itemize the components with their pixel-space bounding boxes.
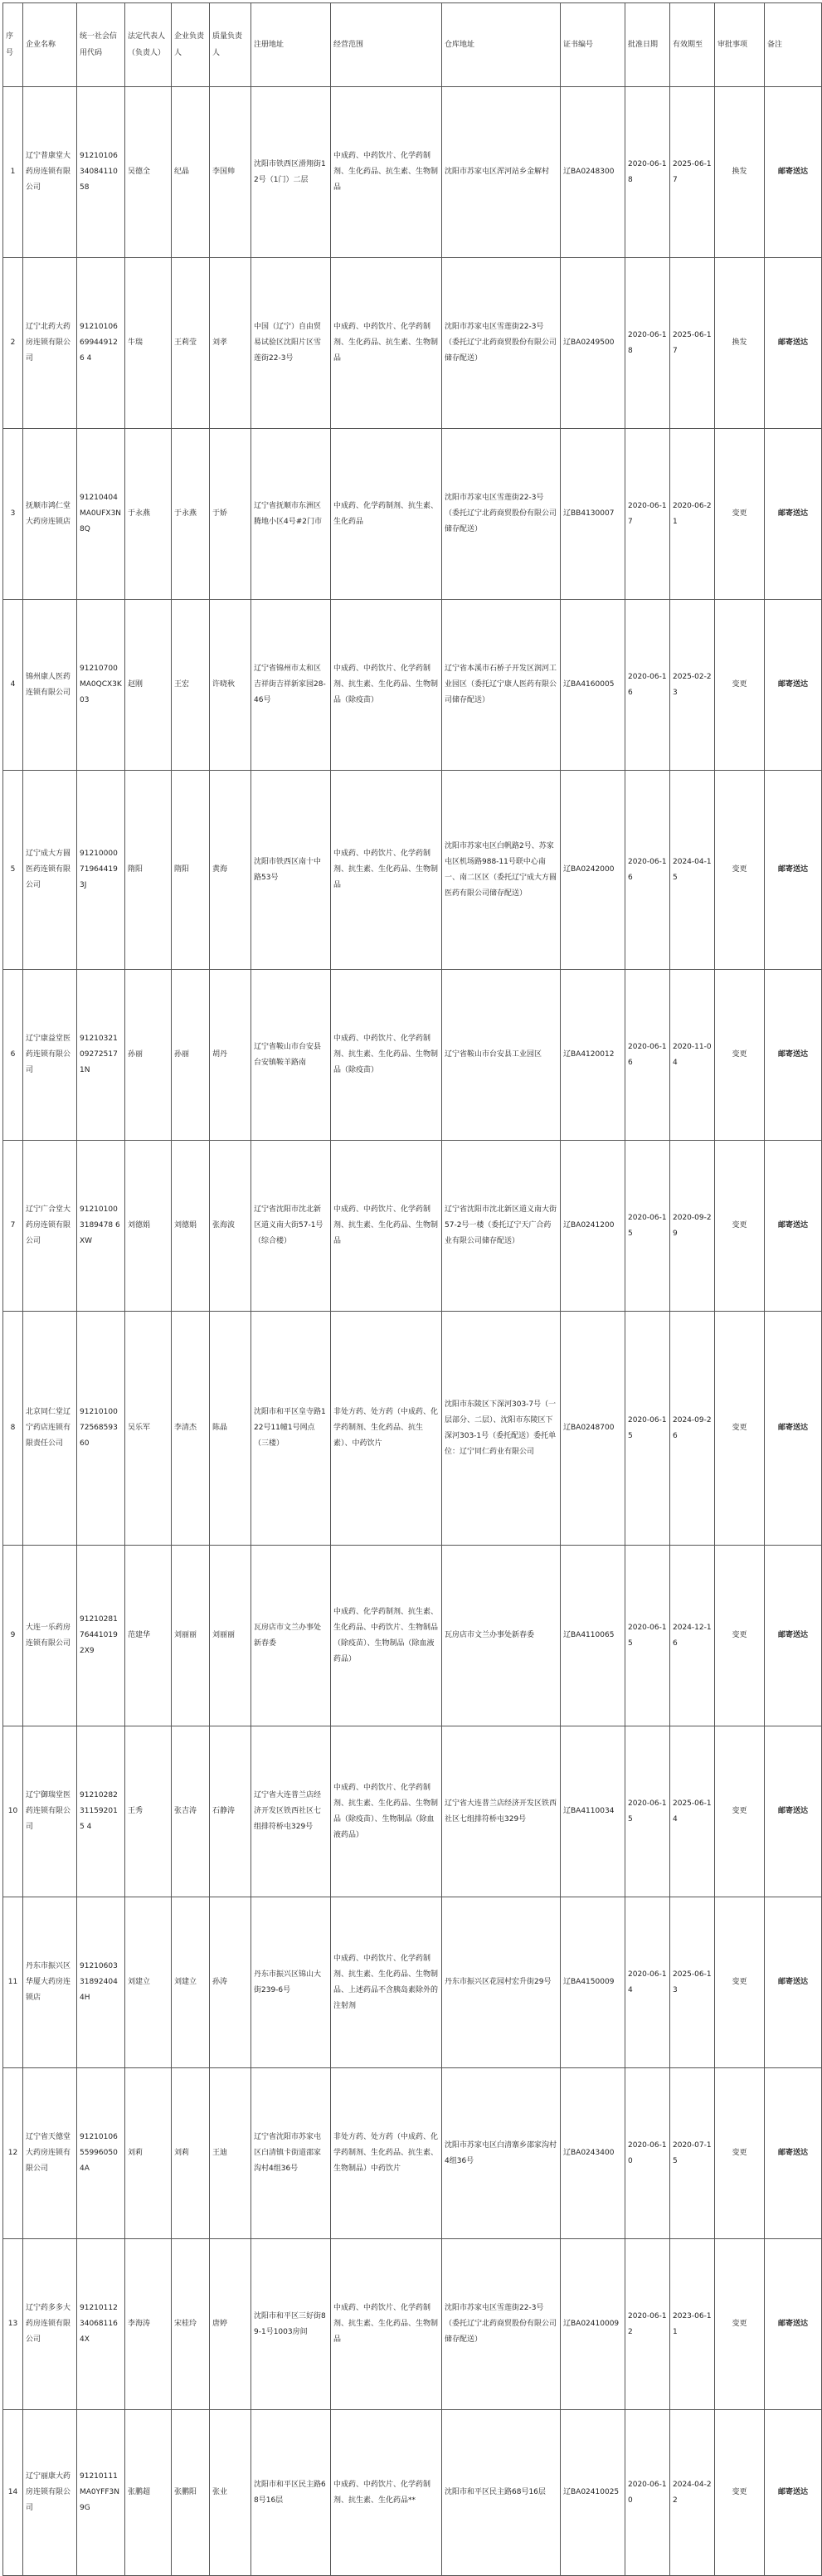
cell-approval-item: 变更 [715,2410,765,2576]
cell-company-head: 孙丽 [172,970,210,1141]
cell-company-head: 刘丽丽 [172,1546,210,1726]
cell-registered-address: 辽宁省鞍山市台安县台安镇鞍羊路南 [251,970,331,1141]
cell-registered-address: 沈阳市和平区皇寺路122号11幢1号网点（三楼） [251,1312,331,1546]
cell-remarks: 邮寄送达 [765,1312,822,1546]
cell-valid-until: 2025-06-14 [670,1726,715,1897]
cell-company-name: 北京同仁堂辽宁药店连锁有限责任公司 [23,1312,77,1546]
cell-approval-item: 变更 [715,1726,765,1897]
cell-valid-until: 2024-12-16 [670,1546,715,1726]
cell-approval-date: 2020-06-12 [625,2239,670,2410]
cell-company-name: 辽宁药多多大药房连锁有限公司 [23,2239,77,2410]
cell-approval-item: 变更 [715,1141,765,1312]
cell-quality-head: 于娇 [210,429,251,600]
cell-company-name: 辽宁康益堂医药连锁有限公司 [23,970,77,1141]
cell-remarks: 邮寄送达 [765,429,822,600]
cell-quality-head: 刘孝 [210,258,251,429]
header-legal-representative: 法定代表人（负责人） [125,3,172,87]
cell-business-scope: 非处方药、处方药（中成药、化学药制剂、生化药品、抗生素）、中药饮片 [331,1312,442,1546]
cell-warehouse-address: 辽宁省大连普兰店经济开发区铁西社区七组排符桥屯329号 [442,1726,561,1897]
cell-business-scope: 中成药、中药饮片、化学药制剂、抗生素、生化药品、生物制品 [331,2239,442,2410]
cell-legal-representative: 吴德全 [125,87,172,258]
cell-approval-date: 2020-06-17 [625,429,670,600]
cell-certificate-number: 辽BA0248300 [561,87,625,258]
cell-credit-code: 91210000719644193J [77,771,125,970]
cell-credit-code: 91210106699449126 4 [77,258,125,429]
cell-business-scope: 中成药、中药饮片、化学药制剂、生化药品、抗生素、生物制品 [331,87,442,258]
cell-warehouse-address: 沈阳市苏家屯区雪莲街22-3号（委托辽宁北药商贸股份有限公司储存配送） [442,2239,561,2410]
cell-certificate-number: 辽BA02410009 [561,2239,625,2410]
header-certificate-number: 证书编号 [561,3,625,87]
cell-valid-until: 2025-06-13 [670,1897,715,2068]
cell-remarks: 邮寄送达 [765,2068,822,2239]
cell-company-name: 辽宁广合堂大药房连锁有限公司 [23,1141,77,1312]
cell-company-head: 隋阳 [172,771,210,970]
cell-quality-head: 李国帅 [210,87,251,258]
header-index: 序号 [3,3,23,87]
cell-approval-item: 换发 [715,258,765,429]
cell-registered-address: 辽宁省抚顺市东洲区腾地小区4号#2门市 [251,429,331,600]
cell-index: 13 [3,2239,23,2410]
cell-company-head: 刘建立 [172,1897,210,2068]
cell-approval-date: 2020-06-10 [625,2410,670,2576]
cell-quality-head: 许晓秋 [210,600,251,771]
cell-approval-item: 变更 [715,1312,765,1546]
cell-company-head: 王宏 [172,600,210,771]
cell-remarks: 邮寄送达 [765,1726,822,1897]
cell-registered-address: 沈阳市铁西区滑翔街12号（1门）二层 [251,87,331,258]
cell-registered-address: 沈阳市铁西区南十中路53号 [251,771,331,970]
cell-company-head: 纪晶 [172,87,210,258]
cell-legal-representative: 王秀 [125,1726,172,1897]
cell-registered-address: 沈阳市和平区三好街89-1号1003房间 [251,2239,331,2410]
table-body [3,87,822,2576]
cell-legal-representative: 吴乐军 [125,1312,172,1546]
cell-approval-date: 2020-06-10 [625,2068,670,2239]
cell-valid-until: 2024-04-15 [670,771,715,970]
cell-index: 9 [3,1546,23,1726]
cell-approval-date: 2020-06-15 [625,1726,670,1897]
cell-index: 1 [3,87,23,258]
table-row [3,87,822,258]
cell-certificate-number: 辽BB4130007 [561,429,625,600]
cell-business-scope: 中成药、化学药制剂、抗生素、生化药品、中药饮片、生物制品（除疫苗）、生物制品（除血液药品） [331,1546,442,1726]
cell-legal-representative: 张鹏超 [125,2410,172,2576]
table-row [3,429,822,600]
cell-approval-date: 2020-06-14 [625,1897,670,2068]
cell-business-scope: 中成药、中药饮片、化学药制剂、抗生素、生化药品、生物制品（除疫苗）、生物制品（除血液药品） [331,1726,442,1897]
cell-legal-representative: 孙丽 [125,970,172,1141]
cell-certificate-number: 辽BA02410025 [561,2410,625,2576]
cell-index: 11 [3,1897,23,2068]
cell-valid-until: 2025-06-17 [670,258,715,429]
cell-legal-representative: 刘德娟 [125,1141,172,1312]
cell-credit-code: 91210106559960504A [77,2068,125,2239]
cell-approval-item: 变更 [715,1897,765,2068]
cell-remarks: 邮寄送达 [765,600,822,771]
cell-index: 10 [3,1726,23,1897]
cell-company-head: 于永燕 [172,429,210,600]
cell-index: 12 [3,2068,23,2239]
cell-index: 5 [3,771,23,970]
cell-index: 8 [3,1312,23,1546]
header-warehouse-address: 仓库地址 [442,3,561,87]
cell-registered-address: 瓦房店市文兰办事处新春委 [251,1546,331,1726]
cell-warehouse-address: 沈阳市东陵区下深河303-7号（一层部分、二层）、沈阳市东陵区下深河303-1号（委托配送）委托单位：辽宁同仁药业有限公司 [442,1312,561,1546]
cell-remarks: 邮寄送达 [765,2410,822,2576]
cell-business-scope: 中成药、中药饮片、化学药制剂、抗生素、生化药品、生物制品、上述药品不含胰岛素除外的注射剂 [331,1897,442,2068]
cell-company-name: 丹东市振兴区华厦大药房连锁店 [23,1897,77,2068]
cell-approval-item: 变更 [715,600,765,771]
table-row [3,600,822,771]
header-company-name: 企业名称 [23,3,77,87]
cell-warehouse-address: 沈阳市苏家屯区白清寨乡邵家沟村4组36号 [442,2068,561,2239]
cell-approval-date: 2020-06-18 [625,87,670,258]
header-registered-address: 注册地址 [251,3,331,87]
cell-business-scope: 非处方药、处方药（中成药、化学药制剂、生化药品、抗生素、生物制品）中药饮片 [331,2068,442,2239]
cell-company-name: 大连一乐药房连锁有限公司 [23,1546,77,1726]
cell-approval-date: 2020-06-15 [625,1546,670,1726]
cell-warehouse-address: 沈阳市和平区民主路68号16层 [442,2410,561,2576]
cell-legal-representative: 隋阳 [125,771,172,970]
cell-credit-code: 912101007256859360 [77,1312,125,1546]
table-row [3,2410,822,2576]
cell-valid-until: 2025-02-23 [670,600,715,771]
cell-credit-code: 91210111MA0YFF3N9G [77,2410,125,2576]
cell-warehouse-address: 瓦房店市文兰办事处新春委 [442,1546,561,1726]
cell-warehouse-address: 辽宁省本溪市石桥子开发区润河工业园区（委托辽宁康人医药有限公司储存配送） [442,600,561,771]
cell-approval-item: 变更 [715,429,765,600]
cell-remarks: 邮寄送达 [765,87,822,258]
cell-approval-date: 2020-06-15 [625,1312,670,1546]
cell-legal-representative: 范建华 [125,1546,172,1726]
cell-quality-head: 王迪 [210,2068,251,2239]
cell-credit-code: 9121060331892404 4H [77,1897,125,2068]
cell-approval-item: 变更 [715,970,765,1141]
cell-registered-address: 辽宁省锦州市太和区吉祥街吉祥新家园28-46号 [251,600,331,771]
cell-credit-code: 91210281764410192X9 [77,1546,125,1726]
cell-valid-until: 2020-06-21 [670,429,715,600]
cell-warehouse-address: 沈阳市苏家屯区浑河站乡金解村 [442,87,561,258]
cell-company-name: 辽宁北药大药房连锁有限公司 [23,258,77,429]
cell-certificate-number: 辽BA4110065 [561,1546,625,1726]
cell-registered-address: 沈阳市和平区民主路68号16层 [251,2410,331,2576]
cell-quality-head: 刘丽丽 [210,1546,251,1726]
cell-valid-until: 2023-06-11 [670,2239,715,2410]
cell-business-scope: 中成药、化学药制剂、抗生素、生化药品 [331,429,442,600]
table-row [3,1141,822,1312]
table-row [3,1546,822,1726]
cell-credit-code: 9121032109272517 1N [77,970,125,1141]
cell-warehouse-address: 丹东市振兴区花园村宏升街29号 [442,1897,561,2068]
cell-credit-code: 91210282311592015 4 [77,1726,125,1897]
table-row [3,1897,822,2068]
cell-warehouse-address: 沈阳市苏家屯区白帆路2号、苏家屯区机场路988-11号联中心南一、南二区区（委托辽宁成大方圆医药有限公司储存配送） [442,771,561,970]
cell-credit-code: 91210700MA0QCX3K03 [77,600,125,771]
cell-remarks: 邮寄送达 [765,771,822,970]
cell-certificate-number: 辽BA0241200 [561,1141,625,1312]
cell-remarks: 邮寄送达 [765,1897,822,2068]
cell-approval-item: 变更 [715,1546,765,1726]
cell-warehouse-address: 辽宁省鞍山市台安县工业园区 [442,970,561,1141]
cell-certificate-number: 辽BA4120012 [561,970,625,1141]
table-row [3,2068,822,2239]
cell-registered-address: 辽宁省沈阳市苏家屯区白清镇卡街道邵家沟村4组36号 [251,2068,331,2239]
cell-valid-until: 2025-06-17 [670,87,715,258]
table-row [3,771,822,970]
cell-company-head: 张吉涛 [172,1726,210,1897]
license-table [2,2,822,2576]
cell-business-scope: 中成药、中药饮片、化学药制剂、抗生素、生化药品、生物制品 [331,771,442,970]
header-quality-head: 质量负责人 [210,3,251,87]
cell-registered-address: 辽宁省大连普兰店经济开发区铁西社区七组排符桥屯329号 [251,1726,331,1897]
cell-quality-head: 陈晶 [210,1312,251,1546]
cell-warehouse-address: 辽宁省沈阳市沈北新区道义南大街57-2号一楼（委托辽宁天广合药业有限公司储存配送） [442,1141,561,1312]
cell-quality-head: 孙涛 [210,1897,251,2068]
cell-company-head: 王莉莹 [172,258,210,429]
table-row [3,1726,822,1897]
cell-business-scope: 中成药、中药饮片、化学药制剂、生化药品、抗生素、生物制品 [331,258,442,429]
cell-index: 3 [3,429,23,600]
cell-valid-until: 2020-07-15 [670,2068,715,2239]
cell-warehouse-address: 沈阳市苏家屯区雪莲街22-3号（委托辽宁北药商贸股份有限公司储存配送） [442,429,561,600]
cell-company-name: 辽宁成大方圆医药连锁有限公司 [23,771,77,970]
cell-registered-address: 丹东市振兴区锦山大街239-6号 [251,1897,331,2068]
cell-certificate-number: 辽BA0242000 [561,771,625,970]
cell-certificate-number: 辽BA4110034 [561,1726,625,1897]
cell-index: 2 [3,258,23,429]
cell-legal-representative: 牛瑞 [125,258,172,429]
cell-remarks: 邮寄送达 [765,258,822,429]
cell-credit-code: 91210404MA0UFX3N8Q [77,429,125,600]
cell-approval-item: 变更 [715,2068,765,2239]
cell-company-head: 宋桂玲 [172,2239,210,2410]
table-row [3,2239,822,2410]
cell-certificate-number: 辽BA4150009 [561,1897,625,2068]
cell-certificate-number: 辽BA4160005 [561,600,625,771]
cell-approval-item: 变更 [715,771,765,970]
cell-quality-head: 胡丹 [210,970,251,1141]
cell-quality-head: 黄海 [210,771,251,970]
cell-company-name: 辽宁丽康大药房连锁有限公司 [23,2410,77,2576]
cell-quality-head: 石静涛 [210,1726,251,1897]
cell-index: 7 [3,1141,23,1312]
cell-business-scope: 中成药、中药饮片、化学药制剂、抗生素、生化药品** [331,2410,442,2576]
cell-company-name: 辽宁普康堂大药房连锁有限公司 [23,87,77,258]
cell-remarks: 邮寄送达 [765,970,822,1141]
header-credit-code: 统一社会信用代码 [77,3,125,87]
cell-index: 6 [3,970,23,1141]
cell-company-name: 抚顺市鸿仁堂大药房连锁店 [23,429,77,600]
cell-index: 4 [3,600,23,771]
cell-approval-date: 2020-06-15 [625,1141,670,1312]
cell-quality-head: 张业 [210,2410,251,2576]
table-row [3,1312,822,1546]
cell-legal-representative: 于永燕 [125,429,172,600]
cell-certificate-number: 辽BA0248700 [561,1312,625,1546]
cell-approval-date: 2020-06-18 [625,258,670,429]
cell-warehouse-address: 沈阳市苏家屯区雪莲街22-3号（委托辽宁北药商贸股份有限公司储存配送） [442,258,561,429]
header-business-scope: 经营范围 [331,3,442,87]
cell-remarks: 邮寄送达 [765,1141,822,1312]
cell-company-name: 辽宁省天德堂大药房连锁有限公司 [23,2068,77,2239]
cell-index: 14 [3,2410,23,2576]
cell-quality-head: 唐婷 [210,2239,251,2410]
cell-approval-item: 换发 [715,87,765,258]
cell-valid-until: 2024-09-26 [670,1312,715,1546]
cell-business-scope: 中成药、中药饮片、化学药制剂、抗生素、生化药品、生物制品（除疫苗） [331,970,442,1141]
table-row [3,258,822,429]
header-company-head: 企业负责人 [172,3,210,87]
cell-company-head: 刘德娟 [172,1141,210,1312]
cell-remarks: 邮寄送达 [765,1546,822,1726]
cell-credit-code: 912101063408411058 [77,87,125,258]
cell-valid-until: 2024-04-22 [670,2410,715,2576]
cell-approval-item: 变更 [715,2239,765,2410]
cell-business-scope: 中成药、中药饮片、化学药制剂、抗生素、生化药品、生物制品 [331,1141,442,1312]
cell-company-head: 李清杰 [172,1312,210,1546]
cell-approval-date: 2020-06-16 [625,600,670,771]
header-valid-until: 有效期至 [670,3,715,87]
cell-legal-representative: 李海涛 [125,2239,172,2410]
header-remarks: 备注 [765,3,822,87]
cell-valid-until: 2020-11-04 [670,970,715,1141]
cell-certificate-number: 辽BA0243400 [561,2068,625,2239]
cell-registered-address: 辽宁省沈阳市沈北新区道义南大街57-1号（综合楼） [251,1141,331,1312]
cell-company-head: 刘莉 [172,2068,210,2239]
cell-company-head: 张鹏阳 [172,2410,210,2576]
header-row [3,3,822,87]
cell-legal-representative: 刘建立 [125,1897,172,2068]
cell-credit-code: 912101003189478 6XW [77,1141,125,1312]
cell-legal-representative: 赵刚 [125,600,172,771]
cell-quality-head: 张海波 [210,1141,251,1312]
header-approval-item: 审批事项 [715,3,765,87]
cell-legal-representative: 刘莉 [125,2068,172,2239]
table-row [3,970,822,1141]
cell-credit-code: 9121011234068116 4X [77,2239,125,2410]
cell-valid-until: 2020-09-29 [670,1141,715,1312]
cell-remarks: 邮寄送达 [765,2239,822,2410]
cell-company-name: 锦州康人医药连锁有限公司 [23,600,77,771]
header-approval-date: 批准日期 [625,3,670,87]
cell-company-name: 辽宁御瑞堂医药连锁有限公司 [23,1726,77,1897]
cell-approval-date: 2020-06-16 [625,771,670,970]
cell-business-scope: 中成药、中药饮片、化学药制剂、抗生素、生化药品、生物制品（除疫苗） [331,600,442,771]
cell-certificate-number: 辽BA0249500 [561,258,625,429]
cell-registered-address: 中国（辽宁）自由贸易试验区沈阳片区雪莲街22-3号 [251,258,331,429]
cell-approval-date: 2020-06-16 [625,970,670,1141]
